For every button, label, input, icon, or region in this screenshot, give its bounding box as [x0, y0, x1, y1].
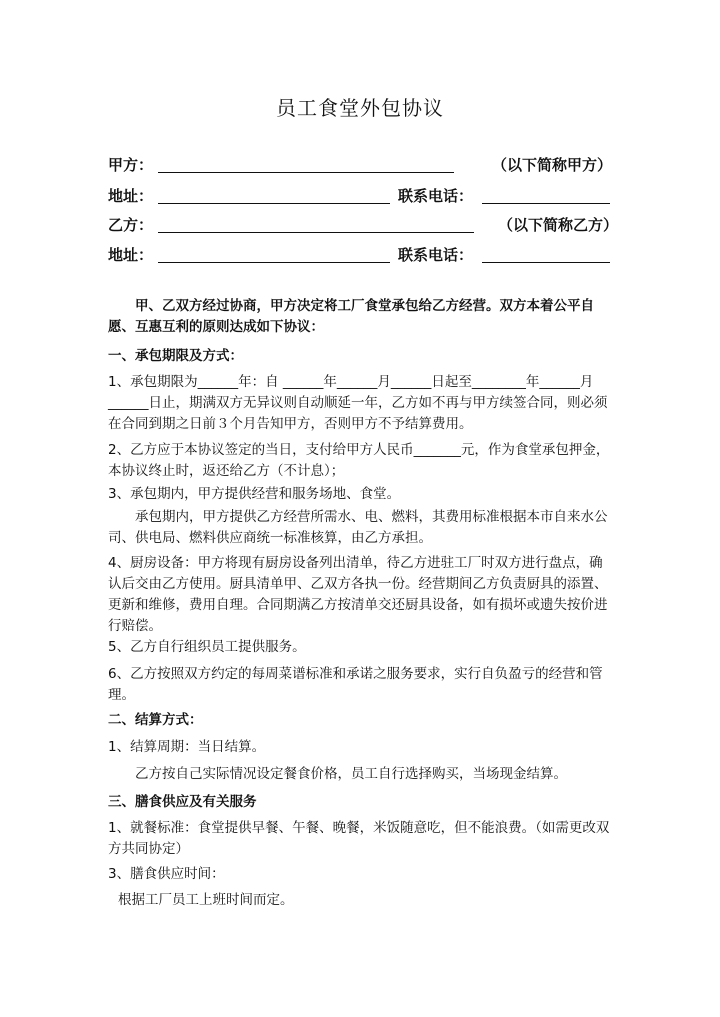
party-a-label: 甲方：: [108, 156, 154, 174]
party-a-note: （以下简称甲方）: [492, 156, 613, 174]
section-1-title: 一、承包期限及方式：: [108, 348, 243, 364]
address-blank: [158, 203, 390, 204]
section-1-item-3: 3、承包期内，甲方提供经营和服务场地、食堂。: [108, 486, 401, 502]
section-1-item-5: 5、乙方自行组织员工提供服务。: [108, 639, 306, 655]
section-1-item-3-detail: 承包期内，甲方提供乙方经营所需水、电、燃料，其费用标准根据本市自来水公司、供电局、燃料供应商统一标准核算，由乙方承担。: [108, 509, 608, 546]
phone-blank: [482, 203, 610, 204]
section-1-item-4: 4、厨房设备：甲方将现有厨房设备列出清单，待乙方进驻工厂时双方进行盘点，确认后交由乙方使用。厨具清单甲、乙双方各执一份。经营期间乙方负责厨具的添置、更新和维修，费用自理。合同期满乙方按清单交还厨具设备，如有损坏或遗失按价进行赔偿。: [108, 555, 608, 634]
party-a-blank: [158, 172, 454, 173]
party-b-label: 乙方：: [108, 216, 154, 234]
section-3-item-1: 1、就餐标准：食堂提供早餐、午餐、晚餐，米饭随意吃，但不能浪费。（如需更改双方共同协定）: [108, 820, 610, 857]
party-b-address-row: [108, 244, 628, 268]
phone-blank: [482, 262, 610, 263]
section-3-title: 三、膳食供应及有关服务: [108, 794, 257, 810]
section-2-item-1-detail: 乙方按自己实际情况设定餐食价格，员工自行选择购买，当场现金结算。: [135, 766, 567, 782]
phone-label: 联系电话：: [398, 246, 474, 264]
section-1-item-1: 1、承包期限为______年：自 ______年______月______日起至________年______月______日止，期满双方无异议则自动顺延一年，乙方如不再与甲方续签合同，则必须在合同到期之日前３个月告知甲方，否则甲方不予结算费用。: [108, 374, 608, 432]
section-2-title: 二、结算方式：: [108, 712, 203, 728]
section-2-item-1: 1、结算周期：当日结算。: [108, 739, 266, 755]
section-3-item-3: 3、膳食供应时间：: [108, 866, 225, 882]
phone-label: 联系电话：: [398, 187, 474, 205]
party-b-blank: [158, 232, 474, 233]
section-1-item-6: 6、乙方按照双方约定的每周菜谱标准和承诺之服务要求，实行自负盈亏的经营和管理。: [108, 666, 603, 703]
address-label: 地址：: [108, 246, 154, 264]
section-3-item-3-detail: 根据工厂员工上班时间而定。: [118, 892, 294, 908]
address-label: 地址：: [108, 187, 154, 205]
document-title: 员工食堂外包协议: [276, 96, 444, 120]
party-b-row: [108, 214, 628, 238]
section-1-item-2: 2、乙方应于本协议签定的当日，支付给甲方人民币_______元，作为食堂承包押金，本协议终止时，返还给乙方（不计息）；: [108, 442, 610, 479]
address-blank: [158, 262, 390, 263]
party-b-note: （以下简称乙方）: [498, 216, 619, 234]
party-a-row: [108, 154, 628, 178]
intro-paragraph: 甲、乙双方经过协商，甲方决定将工厂食堂承包给乙方经营。双方本着公平自愿、互惠互利的原则达成如下协议：: [108, 298, 594, 335]
party-a-address-row: [108, 185, 628, 209]
